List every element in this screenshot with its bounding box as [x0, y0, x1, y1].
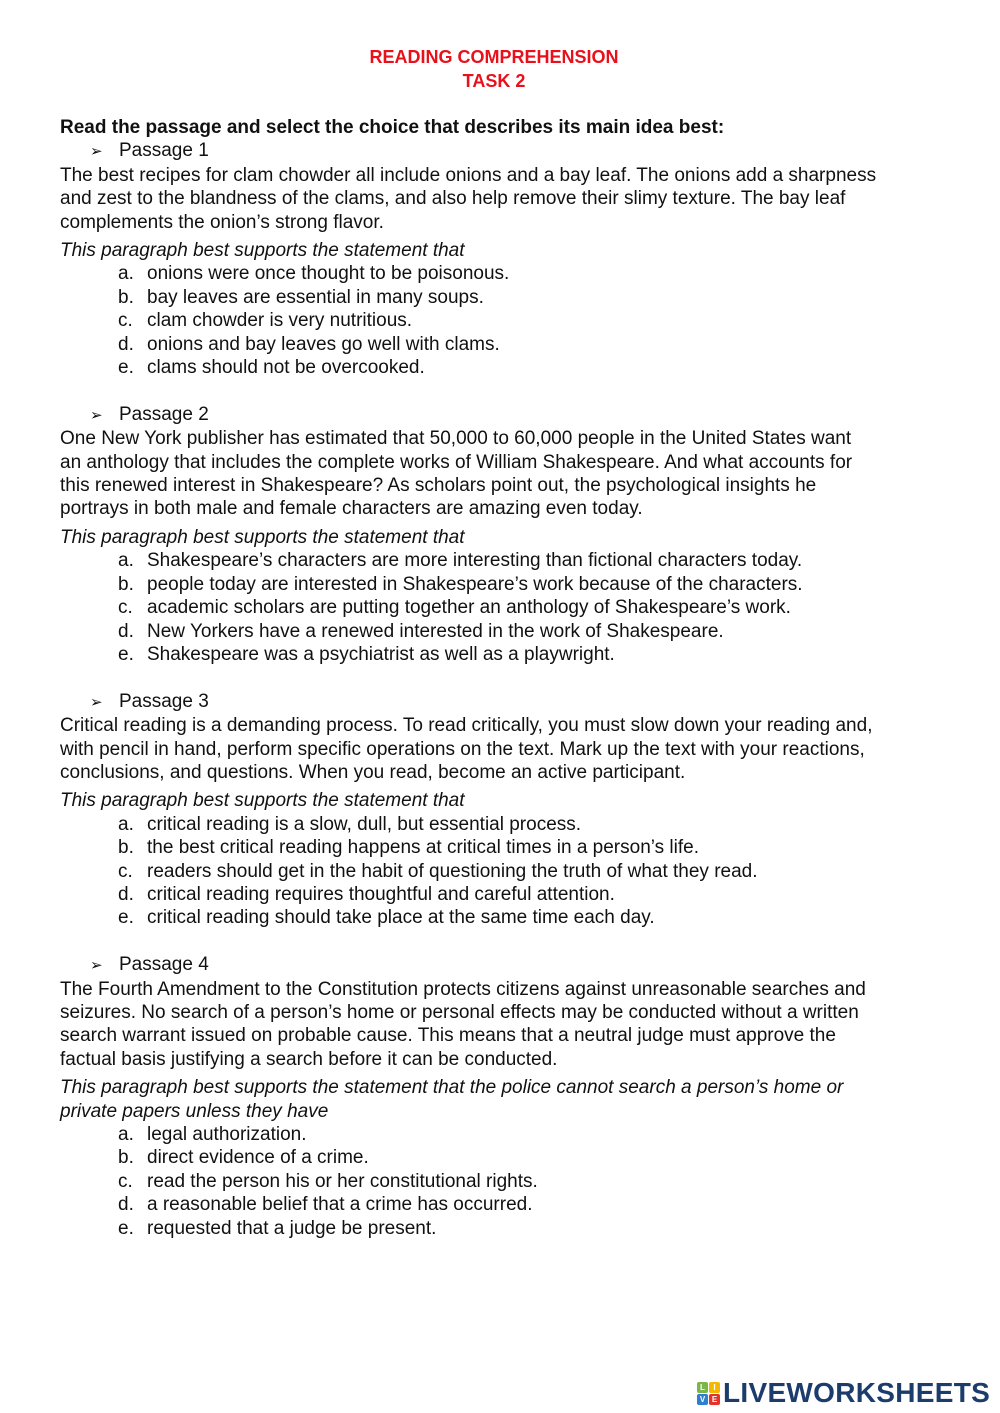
arrow-bullet-icon: ➢: [90, 406, 103, 424]
option-letter: a.: [118, 813, 134, 835]
title-line-1: READING COMPREHENSION: [369, 47, 619, 67]
question-prompt: [60, 239, 960, 262]
passage-2: [60, 403, 960, 666]
answer-option[interactable]: [60, 333, 960, 356]
answer-option[interactable]: [60, 549, 960, 572]
option-letter: e.: [118, 1217, 134, 1239]
logo-text: LIVEWORKSHEETS: [723, 1377, 991, 1408]
prompt-line: This paragraph best supports the statement that: [60, 240, 465, 262]
option-text: academic scholars are putting together an anthology of Shakespeare’s work.: [147, 597, 791, 619]
option-text: critical reading requires thoughtful and careful attention.: [147, 883, 615, 905]
passage-heading: [60, 953, 960, 977]
question-prompt: [60, 526, 960, 549]
passage-heading: [60, 139, 960, 163]
passage-text-line: with pencil in hand, perform specific operations on the text. Mark up the text with your reactions,: [60, 738, 865, 760]
answer-option[interactable]: [60, 883, 960, 906]
passage-text-line: The Fourth Amendment to the Constitution protects citizens against unreasonable searches and: [60, 978, 866, 1000]
option-text: read the person his or her constitutional rights.: [147, 1170, 538, 1192]
option-text: clam chowder is very nutritious.: [147, 310, 413, 332]
passage-heading: [60, 690, 960, 714]
passage-text-line: The best recipes for clam chowder all include onions and a bay leaf. The onions add a sharpness: [60, 164, 877, 186]
logo-tiles-icon: [697, 1382, 720, 1405]
option-letter: b.: [118, 286, 134, 308]
option-letter: a.: [118, 263, 134, 285]
option-text: direct evidence of a crime.: [147, 1147, 369, 1169]
logo-tile: I: [709, 1382, 720, 1393]
answer-option[interactable]: [60, 596, 960, 619]
passage-text-line: and zest to the blandness of the clams, and also help remove their slimy texture. The bay leaf: [60, 188, 846, 210]
option-text: critical reading is a slow, dull, but essential process.: [147, 813, 582, 835]
option-letter: a.: [118, 550, 134, 572]
option-text: legal authorization.: [147, 1124, 307, 1146]
logo-tile: L: [697, 1382, 708, 1393]
passage-4: [60, 953, 960, 1240]
option-text: onions and bay leaves go well with clams.: [147, 333, 500, 355]
answer-option[interactable]: [60, 860, 960, 883]
option-text: a reasonable belief that a crime has occurred.: [147, 1194, 533, 1216]
passage-heading-label: Passage 2: [119, 403, 209, 425]
passage-text-line: Critical reading is a demanding process. To read critically, you must slow down your reading and,: [60, 715, 873, 737]
passage-text-line: portrays in both male and female characters are amazing even today.: [60, 498, 643, 520]
option-text: New Yorkers have a renewed interested in the work of Shakespeare.: [147, 620, 724, 642]
passages: [60, 139, 960, 1240]
option-letter: e.: [118, 643, 134, 665]
option-text: clams should not be overcooked.: [147, 357, 425, 379]
passage-heading-label: Passage 4: [119, 954, 209, 976]
arrow-bullet-icon: ➢: [90, 693, 103, 711]
answer-option[interactable]: [60, 1170, 960, 1193]
answer-option[interactable]: [60, 906, 960, 929]
option-letter: d.: [118, 883, 134, 905]
option-text: readers should get in the habit of questioning the truth of what they read.: [147, 860, 758, 882]
option-letter: d.: [118, 1194, 134, 1216]
passage-heading: [60, 403, 960, 427]
option-letter: d.: [118, 620, 134, 642]
answer-option[interactable]: [60, 262, 960, 285]
document-body: [60, 116, 960, 1263]
prompt-line: This paragraph best supports the statement that: [60, 790, 465, 812]
liveworksheets-logo: [697, 1377, 990, 1409]
logo-tile: V: [697, 1394, 708, 1405]
option-letter: b.: [118, 1147, 134, 1169]
passage-text-line: this renewed interest in Shakespeare? As scholars point out, the psychological insights he: [60, 475, 817, 497]
answer-option[interactable]: [60, 573, 960, 596]
answer-option[interactable]: [60, 836, 960, 859]
answer-option[interactable]: [60, 1123, 960, 1146]
option-letter: c.: [118, 597, 133, 619]
arrow-bullet-icon: ➢: [90, 957, 103, 975]
answer-option[interactable]: [60, 813, 960, 836]
option-letter: b.: [118, 837, 134, 859]
answer-option[interactable]: [60, 1193, 960, 1216]
option-text: critical reading should take place at the same time each day.: [147, 907, 655, 929]
question-prompt: [60, 789, 960, 812]
option-letter: e.: [118, 357, 134, 379]
instruction: Read the passage and select the choice that describes its main idea best:: [60, 117, 725, 138]
answer-option[interactable]: [60, 643, 960, 666]
option-letter: a.: [118, 1124, 134, 1146]
option-text: people today are interested in Shakespeare’s work because of the characters.: [147, 573, 803, 595]
passage-3: [60, 690, 960, 930]
passage-text-line: One New York publisher has estimated that 50,000 to 60,000 people in the United States want: [60, 428, 852, 450]
option-text: bay leaves are essential in many soups.: [147, 286, 484, 308]
title-line-2: TASK 2: [462, 71, 526, 91]
passage-text-line: an anthology that includes the complete works of William Shakespeare. And what accounts for: [60, 451, 853, 473]
option-letter: b.: [118, 573, 134, 595]
question-prompt: [60, 1076, 960, 1123]
option-letter: d.: [118, 333, 134, 355]
option-text: the best critical reading happens at critical times in a person’s life.: [147, 837, 699, 859]
arrow-bullet-icon: ➢: [90, 143, 103, 161]
passage-heading-label: Passage 3: [119, 690, 209, 712]
passage-heading-label: Passage 1: [119, 140, 209, 162]
answer-option[interactable]: [60, 309, 960, 332]
prompt-line: This paragraph best supports the statement that: [60, 526, 465, 548]
option-text: Shakespeare was a psychiatrist as well as a playwright.: [147, 643, 615, 665]
prompt-line: This paragraph best supports the statement that the police cannot search a person’s home or: [60, 1077, 844, 1099]
option-text: onions were once thought to be poisonous.: [147, 263, 510, 285]
logo-tile: E: [709, 1394, 720, 1405]
option-letter: c.: [118, 860, 133, 882]
answer-option[interactable]: [60, 1146, 960, 1169]
document-title: [0, 45, 994, 93]
passage-text-line: search warrant issued on probable cause. This means that a neutral judge must approve the: [60, 1025, 836, 1047]
passage-text-line: complements the onion’s strong flavor.: [60, 211, 384, 233]
option-letter: e.: [118, 907, 134, 929]
option-text: requested that a judge be present.: [147, 1217, 437, 1239]
answer-option[interactable]: [60, 1217, 960, 1240]
option-text: Shakespeare’s characters are more interesting than fictional characters today.: [147, 550, 803, 572]
prompt-line: private papers unless they have: [60, 1100, 329, 1122]
passage-text-line: seizures. No search of a person’s home or personal effects may be conducted without a written: [60, 1001, 859, 1023]
answer-option[interactable]: [60, 620, 960, 643]
passage-text-line: factual basis justifying a search before it can be conducted.: [60, 1048, 558, 1070]
passage-text-line: conclusions, and questions. When you read, become an active participant.: [60, 761, 686, 783]
option-letter: c.: [118, 310, 133, 332]
answer-option[interactable]: [60, 356, 960, 379]
option-letter: c.: [118, 1170, 133, 1192]
passage-1: [60, 139, 960, 379]
answer-option[interactable]: [60, 286, 960, 309]
